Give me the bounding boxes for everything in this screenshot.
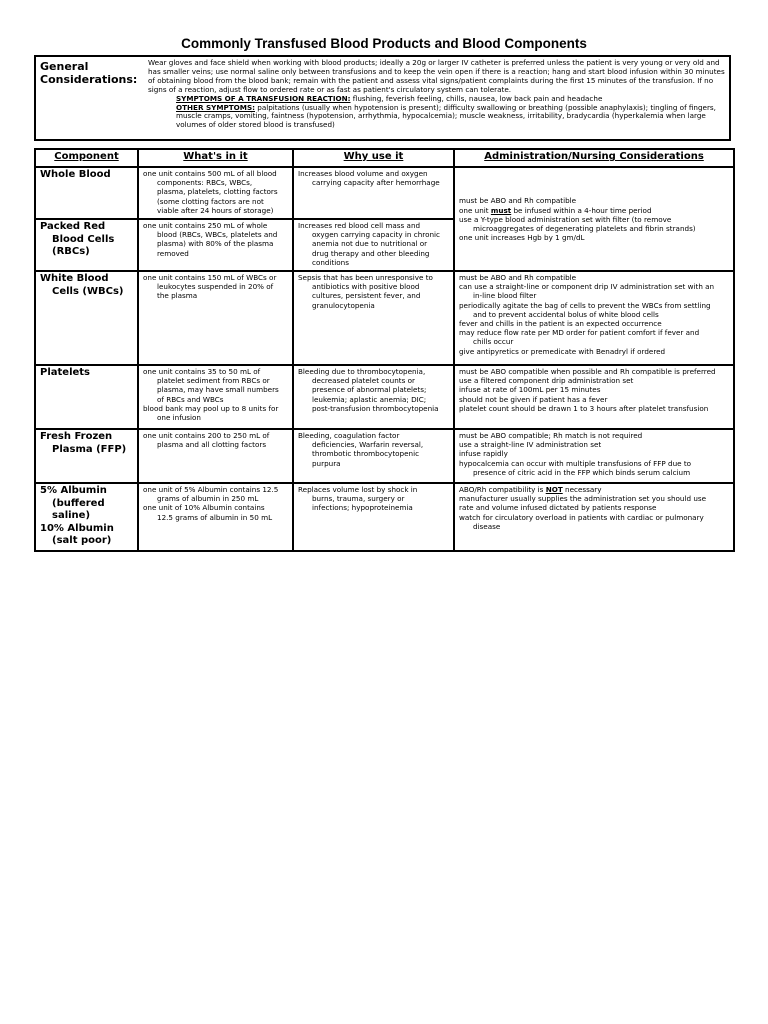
admin-line: one unit increases Hgb by 1 gm/dL: [459, 233, 585, 243]
admin-line: must be ABO and Rh compatible: [459, 196, 577, 206]
whats-line: grams of albumin in 250 mL: [157, 494, 259, 504]
admin-cell: [454, 271, 734, 365]
why-line: anemia not due to nutritional or: [312, 239, 428, 249]
general-considerations-box: [34, 55, 731, 141]
why-line: drug therapy and other bleeding: [312, 248, 430, 258]
symptoms-label: SYMPTOMS OF A TRANSFUSION REACTION:: [176, 93, 351, 103]
why-line: post-transfusion thrombocytopenia: [312, 403, 439, 413]
why-cell: [293, 167, 454, 219]
component-name: 10% Albumin: [40, 522, 114, 534]
why-line: granulocytopenia: [312, 300, 375, 310]
admin-line: infuse at rate of 100mL per 15 minutes: [459, 385, 601, 395]
why-line: Sepsis that has been unresponsive to: [298, 273, 433, 282]
why-line: burns, trauma, surgery or: [312, 494, 405, 504]
whats-line: one unit contains 500 mL of all blood: [143, 169, 277, 178]
admin-line: one unit must be infused within a 4-hour time period: [459, 205, 652, 215]
component-name: Blood Cells: [52, 233, 115, 245]
table-row: [35, 271, 734, 365]
admin-line: can use a straight-line or component drip IV administration set with an: [459, 282, 715, 292]
general-considerations-text: [148, 59, 726, 130]
component-name: Whole Blood: [40, 169, 111, 180]
admin-line: chills occur: [473, 337, 514, 347]
admin-line: use a Y-type blood administration set with filter (to remove: [459, 214, 672, 224]
component-name: (buffered: [52, 497, 105, 509]
admin-cell: [454, 483, 734, 551]
admin-line: rate and volume infused dictated by patients response: [459, 503, 657, 513]
whats-line: removed: [157, 248, 189, 258]
component-cell: [35, 429, 138, 483]
whats-line: components: RBCs, WBCs,: [157, 178, 253, 188]
whats-line: platelet sediment from RBCs or: [157, 376, 270, 386]
whats-line: one infusion: [157, 413, 201, 423]
admin-cell-shared: [454, 167, 734, 271]
component-cell: [35, 219, 138, 271]
header-why-use-it: Why use it: [293, 149, 454, 167]
why-line: oxygen carrying capacity in chronic: [312, 230, 440, 240]
admin-line: use a straight-line IV administration set: [459, 440, 602, 450]
whats-line: of RBCs and WBCs: [157, 394, 224, 404]
table-row: [35, 167, 734, 219]
admin-line: manufacturer usually supplies the administration set you should use: [459, 494, 707, 504]
whats-line: one unit contains 35 to 50 mL of: [143, 367, 261, 376]
why-line: antibiotics with positive blood: [312, 282, 420, 292]
whats-line: plasma, platelets, clotting factors: [157, 187, 278, 197]
whats-line: one unit of 5% Albumin contains 12.5: [143, 485, 279, 494]
why-line: Bleeding, coagulation factor: [298, 431, 400, 440]
component-cell: [35, 365, 138, 429]
component-name: White Blood: [40, 273, 109, 284]
why-line: Bleeding due to thrombocytopenia,: [298, 367, 426, 376]
table-row: [35, 429, 734, 483]
label-line: Considerations:: [40, 73, 138, 86]
whats-line: plasma and all clotting factors: [157, 440, 267, 450]
why-cell: [293, 271, 454, 365]
component-name: 5% Albumin: [40, 485, 107, 496]
other-symptoms-label: OTHER SYMPTOMS:: [176, 102, 255, 112]
admin-line: disease: [473, 521, 501, 531]
whats-cell: [138, 483, 293, 551]
why-cell: [293, 483, 454, 551]
header-component: Component: [35, 149, 138, 167]
component-name: Cells (WBCs): [52, 285, 124, 297]
why-line: deficiencies, Warfarin reversal,: [312, 440, 424, 450]
why-line: purpura: [312, 458, 341, 468]
whats-line: blood bank may pool up to 8 units for: [143, 403, 279, 413]
why-cell: [293, 365, 454, 429]
component-name: Fresh Frozen: [40, 431, 113, 442]
why-line: infections; hypoproteinemia: [312, 503, 413, 513]
symptoms-text: flushing, feverish feeling, chills, nausea, low back pain and headache: [350, 93, 603, 103]
admin-line: must be ABO compatible when possible and Rh compatible is preferred: [459, 367, 716, 376]
admin-line: should not be given if patient has a fever: [459, 394, 608, 404]
why-line: Increases red blood cell mass and: [298, 221, 421, 230]
header-administration: Administration/Nursing Considerations: [454, 149, 734, 167]
why-line: conditions: [312, 257, 349, 267]
why-line: Replaces volume lost by shock in: [298, 485, 418, 494]
other-symptoms-text: palpitations (usually when hypotension is present); difficulty swallowing or breathing (possible anaphylaxis); tingling of fingers, muscle cramps, vomiting, faintness (hypotension, arrhythmia, hypocalcemia); muscle weakness, irritability, bradycardia (hyperkalemia when large volumes of older stored blood is transfused): [176, 102, 716, 130]
component-name: Packed Red: [40, 221, 106, 232]
component-cell: [35, 167, 138, 219]
why-line: leukemia; aplastic anemia; DIC;: [312, 394, 427, 404]
whats-line: plasma) with 80% of the plasma: [157, 239, 274, 249]
whats-line: 12.5 grams of albumin in 50 mL: [157, 512, 273, 522]
admin-line: presence of citric acid in the FFP which binds serum calcium: [473, 467, 691, 477]
whats-line: (some clotting factors are not: [157, 196, 264, 206]
whats-line: leukocytes suspended in 20% of: [157, 282, 274, 292]
whats-line: one unit contains 150 mL of WBCs or: [143, 273, 277, 282]
whats-cell: [138, 429, 293, 483]
why-cell: [293, 219, 454, 271]
why-line: presence of abnormal platelets;: [312, 385, 427, 395]
whats-line: one unit contains 250 mL of whole: [143, 221, 268, 230]
whats-line: plasma, may have small numbers: [157, 385, 279, 395]
why-line: thrombotic thrombocytopenic: [312, 449, 420, 459]
admin-line: must be ABO and Rh compatible: [459, 273, 577, 282]
admin-line: watch for circulatory overload in patients with cardiac or pulmonary: [459, 512, 704, 522]
whats-line: one unit of 10% Albumin contains: [143, 503, 265, 513]
whats-cell: [138, 167, 293, 219]
admin-line: give antipyretics or premedicate with Benadryl if ordered: [459, 346, 666, 356]
why-line: carrying capacity after hemorrhage: [312, 178, 440, 188]
admin-line: fever and chills in the patient is an expected occurrence: [459, 319, 662, 329]
admin-line: infuse rapidly: [459, 449, 508, 459]
component-name: (salt poor): [52, 535, 112, 546]
whats-line: blood (RBCs, WBCs, platelets and: [157, 230, 278, 240]
component-name: (RBCs): [52, 246, 90, 257]
header-whats-in-it: What's in it: [138, 149, 293, 167]
admin-line: platelet count should be drawn 1 to 3 hours after platelet transfusion: [459, 403, 709, 413]
why-cell: [293, 429, 454, 483]
admin-cell: [454, 429, 734, 483]
admin-line: ABO/Rh compatibility is NOT necessary: [459, 485, 602, 494]
component-name: Plasma (FFP): [52, 443, 127, 455]
why-line: cultures, persistent fever, and: [312, 291, 421, 301]
admin-line: microaggregates of degenerating platelets and fibrin strands): [473, 224, 696, 234]
general-text: Wear gloves and face shield when working with blood products; ideally a 20g or larger IV catheter is preferred unless the patient is very young or very old and has smaller veins; use normal saline only between transfusions and to keep the vein open if there is a reaction; hang and start blood infusion within 30 minutes of obtaining blood from the blood bank; remain with the patient and assess vital signs/patient complaints during the first 15 minutes of the transfusion. If no signs of a reaction, adjust flow to ordered rate or as fast as patient's circulatory system can tolerate.: [148, 58, 725, 94]
whats-cell: [138, 271, 293, 365]
admin-line: use a filtered component drip administration set: [459, 376, 634, 386]
label-line: General: [40, 60, 89, 73]
whats-line: one unit contains 200 to 250 mL of: [143, 431, 270, 440]
component-cell: [35, 271, 138, 365]
admin-line: hypocalcemia can occur with multiple transfusions of FFP due to: [459, 458, 692, 468]
admin-line: must be ABO compatible; Rh match is not required: [459, 431, 643, 440]
admin-line: may reduce flow rate per MD order for patient comfort if fever and: [459, 328, 700, 338]
page-title: Commonly Transfused Blood Products and Blood Components: [181, 36, 587, 51]
table-row: [35, 365, 734, 429]
admin-line: in-line blood filter: [473, 291, 537, 301]
component-name: Platelets: [40, 367, 91, 378]
why-line: decreased platelet counts or: [312, 376, 415, 386]
why-line: Increases blood volume and oxygen: [298, 169, 428, 178]
table-row: [35, 483, 734, 551]
component-cell: [35, 483, 138, 551]
whats-cell: [138, 365, 293, 429]
admin-cell: [454, 365, 734, 429]
whats-line: viable after 24 hours of storage): [157, 205, 274, 215]
components-table: [34, 148, 735, 552]
whats-cell: [138, 219, 293, 271]
admin-line: and to prevent accidental bolus of white blood cells: [473, 309, 659, 319]
general-considerations-label: [40, 60, 140, 86]
admin-line: periodically agitate the bag of cells to prevent the WBCs from settling: [459, 300, 711, 310]
component-name: saline): [52, 510, 91, 521]
whats-line: the plasma: [157, 291, 198, 301]
